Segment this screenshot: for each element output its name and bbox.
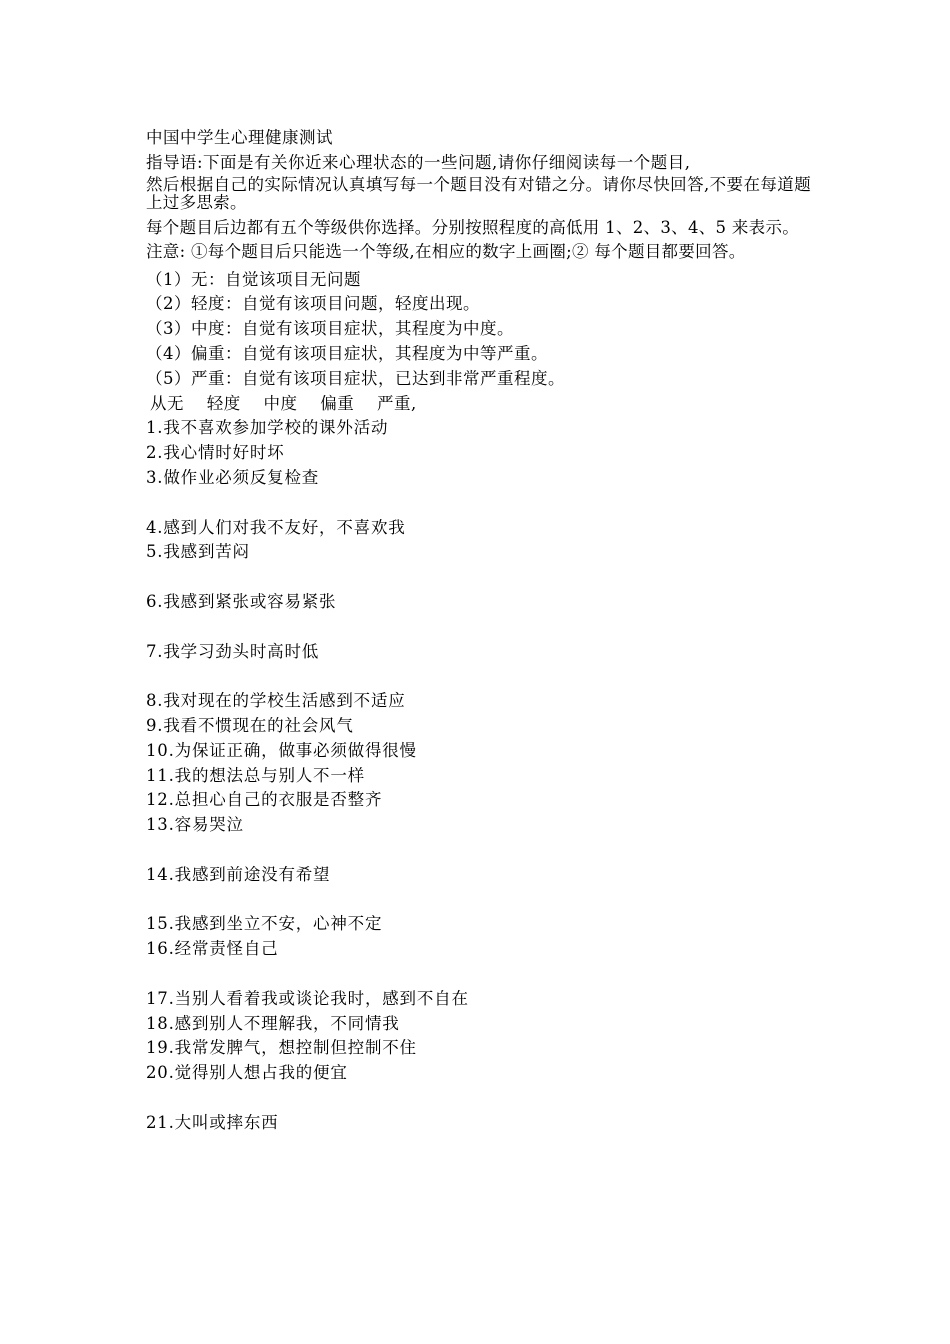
question-item: 12.总担心自己的衣服是否整齐 [146, 790, 383, 810]
blank-line [146, 491, 811, 516]
blank-line [146, 888, 811, 913]
question-item: 4.感到人们对我不友好，不喜欢我 [146, 517, 406, 537]
note-paragraph: 注意: ①每个题目后只能选一个等级,在相应的数字上画圈;② 每个题目都要回答。 [146, 242, 746, 262]
question-item: 10.为保证正确，做事必须做得很慢 [146, 740, 417, 760]
guide-line-1: 指导语:下面是有关你近来心理状态的一些问题,请你仔细阅读每一个题目, [146, 152, 691, 172]
scale-item-2: （2）轻度：自觉有该项目问题，轻度出现。 [146, 294, 480, 314]
blank-line [146, 615, 811, 640]
question-item: 9.我看不惯现在的社会风气 [146, 715, 354, 735]
question-item: 8.我对现在的学校生活感到不适应 [146, 691, 406, 711]
answer-options-header: 从无 轻度 中度 偏重 严重, [150, 393, 417, 413]
scale-item-1: （1）无：自觉该项目无问题 [146, 269, 361, 289]
question-item: 17.当别人看着我或谈论我时，感到不自在 [146, 988, 469, 1008]
blank-line [146, 962, 811, 987]
blank-line [146, 565, 811, 590]
blank-line [146, 838, 811, 863]
question-item: 5.我感到苦闷 [146, 542, 250, 562]
question-item: 19.我常发脾气，想控制但控制不住 [146, 1038, 417, 1058]
document-body [146, 126, 811, 1135]
question-item: 3.做作业必须反复检查 [146, 467, 320, 487]
question-item: 1.我不喜欢参加学校的课外活动 [146, 418, 389, 438]
guide-paragraph-2: 然后根据自己的实际情况认真填写每一个题目没有对错之分。请你尽快回答,不要在每道题上过多思索。 [146, 174, 811, 213]
question-item: 13.容易哭泣 [146, 815, 244, 835]
question-item: 16.经常责怪自己 [146, 939, 279, 959]
question-item: 11.我的想法总与别人不一样 [146, 765, 365, 785]
document-title: 中国中学生心理健康测试 [146, 128, 333, 147]
scale-item-4: （4）偏重：自觉有该项目症状，其程度为中等严重。 [146, 343, 548, 363]
question-item: 2.我心情时好时坏 [146, 443, 285, 463]
guide-paragraph-3: 每个题目后边都有五个等级供你选择。分别按照程度的高低用 1、2、3、4、5 来表示。 [146, 217, 800, 237]
scale-item-3: （3）中度：自觉有该项目症状，其程度为中度。 [146, 319, 514, 339]
question-item: 18.感到别人不理解我，不同情我 [146, 1013, 400, 1033]
question-item: 20.觉得别人想占我的便宜 [146, 1063, 348, 1083]
blank-line [146, 664, 811, 689]
question-item: 15.我感到坐立不安，心神不定 [146, 914, 383, 934]
question-item: 6.我感到紧张或容易紧张 [146, 591, 337, 611]
question-item: 21.大叫或摔东西 [146, 1112, 279, 1132]
question-item: 7.我学习劲头时高时低 [146, 641, 320, 661]
blank-line [146, 1086, 811, 1111]
question-item: 14.我感到前途没有希望 [146, 864, 331, 884]
scale-item-5: （5）严重：自觉有该项目症状，已达到非常严重程度。 [146, 368, 565, 388]
